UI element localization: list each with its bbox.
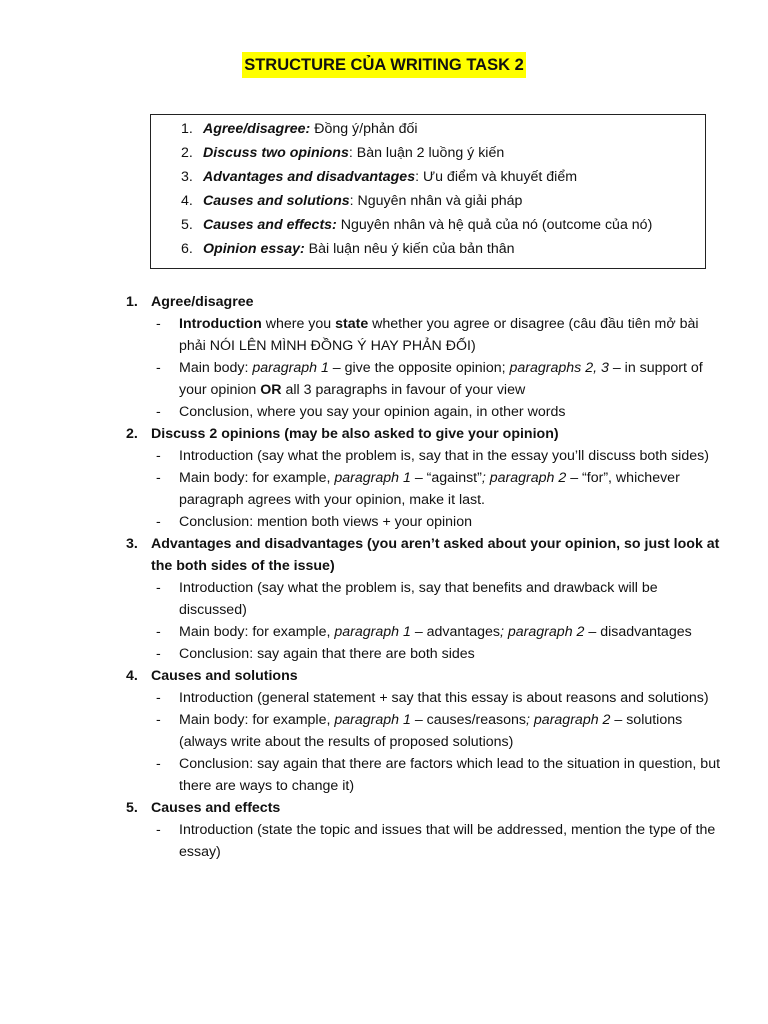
summary-item	[181, 189, 652, 213]
item-text: : Nguyên nhân và giải pháp	[349, 193, 523, 209]
text: Introduction (state the topic and issues that will be addressed, mention the type of the essay)	[179, 822, 716, 860]
section-title: Discuss 2 opinions (may be also asked to give your opinion)	[151, 426, 559, 442]
text: – “against”	[410, 470, 482, 486]
list-item	[126, 313, 726, 357]
dash-bullet: -	[156, 756, 161, 772]
dash-bullet: -	[156, 624, 161, 640]
list-item	[126, 577, 726, 621]
italic-text: paragraph 1	[252, 360, 329, 376]
summary-item	[181, 213, 652, 237]
text: – “for”, whichever paragraph agrees with your opinion, make it last.	[179, 470, 680, 508]
text: where you	[261, 316, 336, 332]
list-item	[126, 445, 726, 467]
dash-bullet: -	[156, 360, 161, 376]
item-text: Đồng ý/phản đối	[310, 121, 418, 137]
item-text: Bài luận nêu ý kiến của bản thân	[304, 241, 515, 257]
dash-bullet: -	[156, 316, 161, 332]
dash-bullet: -	[156, 646, 161, 662]
section-title: Causes and solutions	[151, 668, 298, 684]
item-label: Opinion essay:	[203, 241, 305, 257]
item-label: Causes and effects:	[203, 217, 337, 233]
section-number: 4.	[126, 668, 138, 684]
item-text: Nguyên nhân và hệ quả của nó (outcome của nó)	[336, 217, 653, 233]
item-number: 6.	[181, 241, 193, 257]
text: – causes/reasons	[410, 712, 527, 728]
list-item	[126, 753, 726, 797]
summary-list	[181, 117, 652, 261]
dash-bullet: -	[156, 822, 161, 838]
text: Main body: for example,	[179, 470, 335, 486]
italic-text: paragraphs 2, 3	[509, 360, 609, 376]
section-heading	[126, 665, 726, 687]
text: – solutions (always write about the results of proposed solutions)	[179, 712, 683, 750]
section-heading	[126, 291, 726, 313]
item-number: 3.	[181, 169, 193, 185]
item-text: : Ưu điểm và khuyết điểm	[415, 169, 578, 185]
dash-bullet: -	[156, 404, 161, 420]
section-number: 2.	[126, 426, 138, 442]
italic-text: paragraph 1	[334, 712, 411, 728]
dash-bullet: -	[156, 514, 161, 530]
section-heading	[126, 423, 726, 445]
text: – in support of your opinion	[179, 360, 703, 398]
text: Introduction (say what the problem is, say that benefits and drawback will be discussed)	[179, 580, 658, 618]
bold-text: state	[335, 316, 369, 332]
item-label: Discuss two opinions	[203, 145, 349, 161]
item-label: Advantages and disadvantages	[203, 169, 416, 185]
italic-text: ; paragraph 2	[500, 624, 585, 640]
title-wrapper	[0, 52, 768, 78]
list-item	[126, 401, 726, 423]
italic-text: ; paragraph 2	[526, 712, 611, 728]
list-item	[126, 357, 726, 401]
section-title: Advantages and disadvantages (you aren’t asked about your opinion, so just look at the both sides of the issue)	[151, 536, 720, 574]
dash-bullet: -	[156, 448, 161, 464]
section-number: 1.	[126, 294, 138, 310]
list-item	[126, 819, 726, 863]
sections	[126, 291, 726, 863]
dash-bullet: -	[156, 470, 161, 486]
text: Main body:	[179, 360, 253, 376]
section-number: 5.	[126, 800, 138, 816]
item-label: Agree/disagree:	[203, 121, 311, 137]
item-number: 1.	[181, 121, 193, 137]
italic-text: paragraph 1	[334, 624, 411, 640]
list-item	[126, 709, 726, 753]
summary-item	[181, 141, 652, 165]
item-number: 4.	[181, 193, 193, 209]
italic-text: ; paragraph 2	[481, 470, 567, 486]
italic-text: paragraph 1	[334, 470, 411, 486]
summary-box	[150, 114, 706, 269]
section-heading	[126, 533, 726, 577]
section-number: 3.	[126, 536, 138, 552]
dash-bullet: -	[156, 690, 161, 706]
text: all 3 paragraphs in favour of your view	[281, 382, 526, 398]
list-item	[126, 511, 726, 533]
section-title: Causes and effects	[151, 800, 281, 816]
dash-bullet: -	[156, 580, 161, 596]
text: Conclusion: say again that there are factors which lead to the situation in question, but there are ways to change it)	[179, 756, 721, 794]
list-item	[126, 621, 726, 643]
text: Conclusion, where you say your opinion again, in other words	[179, 404, 566, 420]
dash-bullet: -	[156, 712, 161, 728]
text: – disadvantages	[584, 624, 692, 640]
text: – give the opposite opinion;	[328, 360, 510, 376]
text: Main body: for example,	[179, 712, 335, 728]
summary-item	[181, 237, 652, 261]
text: Conclusion: say again that there are both sides	[179, 646, 475, 662]
item-number: 5.	[181, 217, 193, 233]
item-label: Causes and solutions	[203, 193, 350, 209]
text: Introduction (general statement + say that this essay is about reasons and solutions)	[179, 690, 709, 706]
list-item	[126, 467, 726, 511]
text: Main body: for example,	[179, 624, 335, 640]
section-heading	[126, 797, 726, 819]
item-number: 2.	[181, 145, 193, 161]
section-title: Agree/disagree	[151, 294, 254, 310]
text: Conclusion: mention both views + your opinion	[179, 514, 472, 530]
bold-text: Introduction	[179, 316, 262, 332]
text: Introduction (say what the problem is, say that in the essay you’ll discuss both sides)	[179, 448, 709, 464]
summary-item	[181, 165, 652, 189]
list-item	[126, 643, 726, 665]
summary-item	[181, 117, 652, 141]
item-text: : Bàn luận 2 luồng ý kiến	[348, 145, 505, 161]
text: whether you agree or disagree (câu đầu tiên mở bài phải NÓI LÊN MÌNH ĐỒNG Ý HAY PHẢN ĐỐI)	[179, 316, 699, 354]
list-item	[126, 687, 726, 709]
bold-text: OR	[260, 382, 282, 398]
page-title: STRUCTURE CỦA WRITING TASK 2	[242, 52, 526, 78]
text: – advantages	[410, 624, 501, 640]
